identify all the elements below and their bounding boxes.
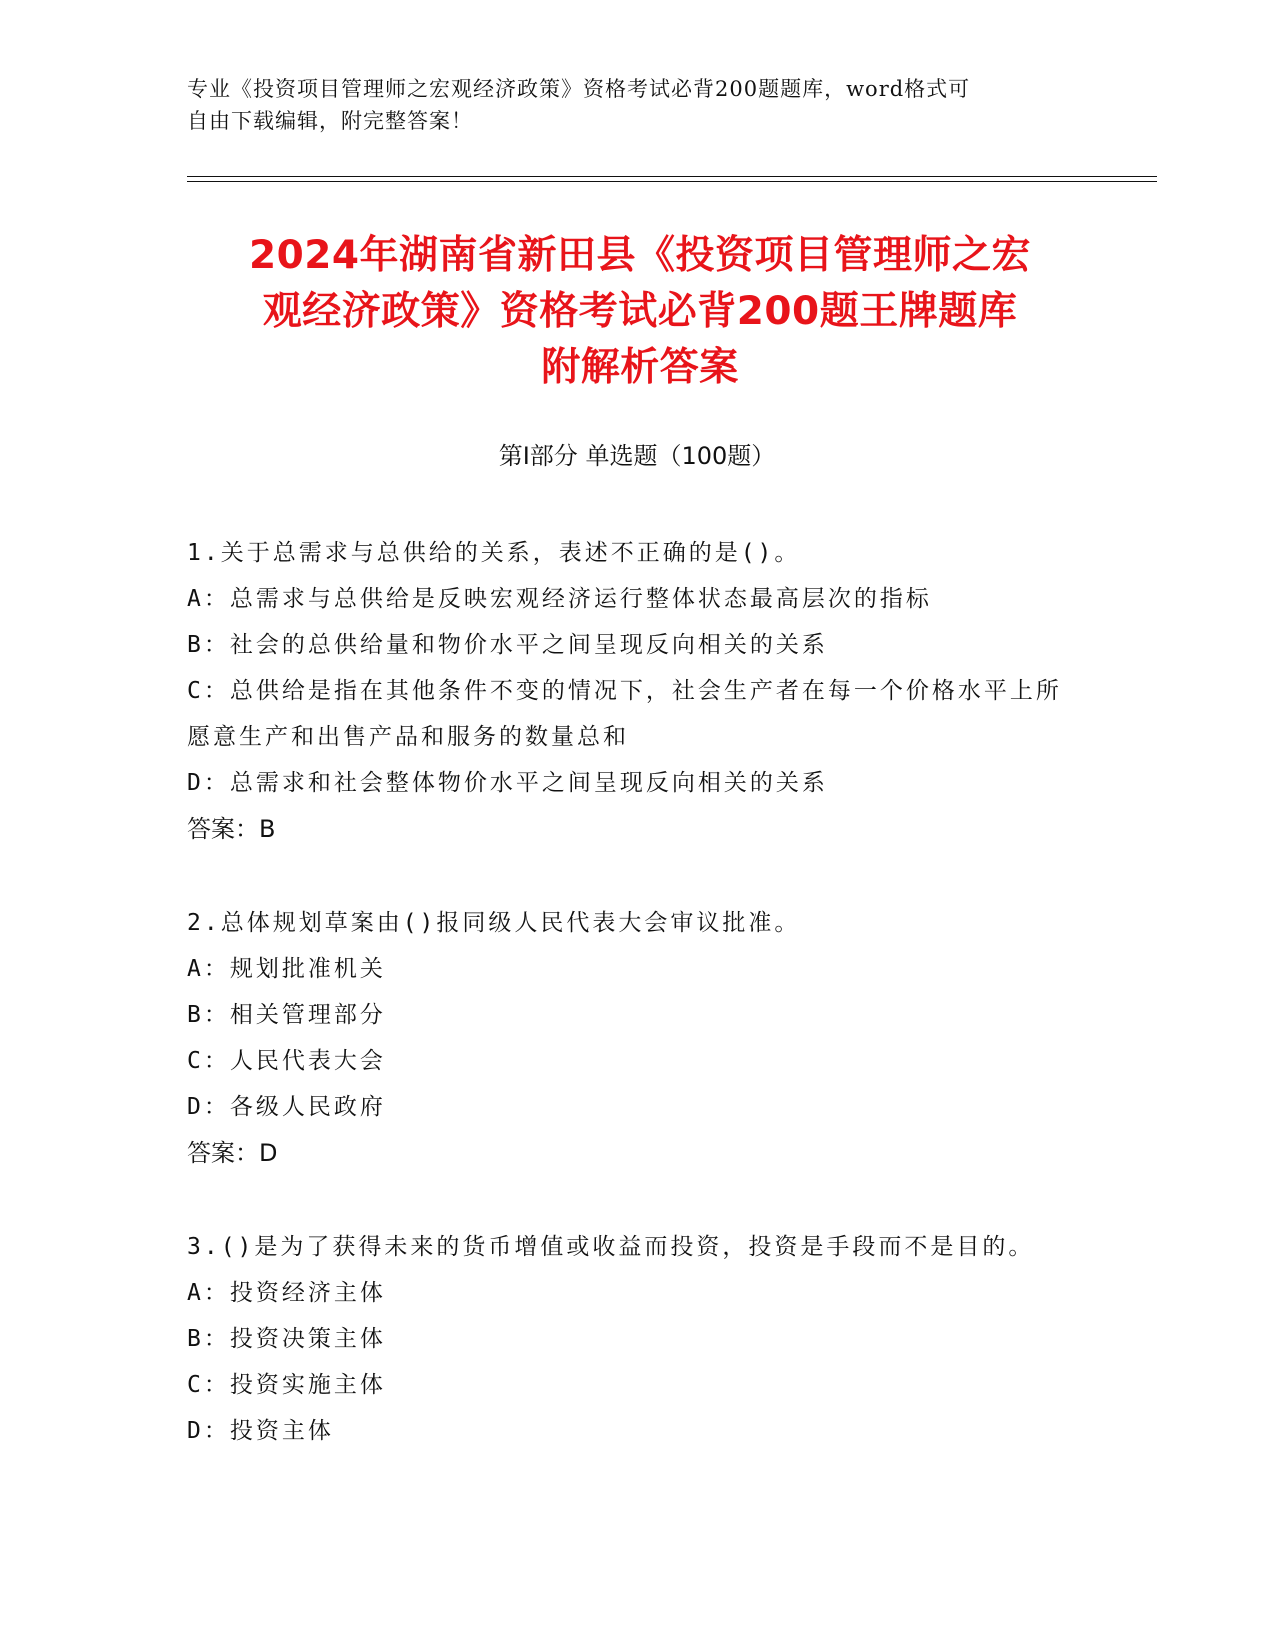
option-a: A：投资经济主体: [187, 1280, 386, 1306]
answer-label: 答案：D: [187, 1139, 278, 1167]
title-line-3: 附解析答案: [541, 345, 739, 390]
option-c: C：投资实施主体: [187, 1372, 386, 1398]
option-c: C：人民代表大会: [187, 1048, 386, 1074]
question-list: [187, 530, 1087, 1502]
question-2: [187, 900, 1087, 1176]
document-title: [175, 228, 1105, 396]
option-d: D：总需求和社会整体物价水平之间呈现反向相关的关系: [187, 770, 828, 796]
header-note-line-2: 自由下载编辑，附完整答案！: [187, 109, 473, 133]
question-3: [187, 1224, 1087, 1454]
option-b: B：相关管理部分: [187, 1002, 386, 1028]
option-c: C：总供给是指在其他条件不变的情况下，社会生产者在每一个价格水平上所愿意生产和出售产品和服务的数量总和: [187, 678, 1062, 750]
option-d: D：投资主体: [187, 1418, 334, 1444]
option-d: D：各级人民政府: [187, 1094, 386, 1120]
header-note-line-1: 专业《投资项目管理师之宏观经济政策》资格考试必背200题题库，word格式可: [187, 77, 971, 101]
option-b: B：投资决策主体: [187, 1326, 386, 1352]
question-stem: 2.总体规划草案由()报同级人民代表大会审议批准。: [187, 910, 801, 936]
question-1: [187, 530, 1087, 852]
header-note: [187, 73, 1067, 137]
header-divider-top: [187, 176, 1157, 177]
title-line-2: 观经济政策》资格考试必背200题王牌题库: [262, 289, 1018, 334]
title-line-1: 2024年湖南省新田县《投资项目管理师之宏: [248, 233, 1032, 278]
answer-label: 答案：B: [187, 815, 276, 843]
header-divider-bottom: [187, 181, 1157, 182]
question-stem: 3.()是为了获得未来的货币增值或收益而投资，投资是手段而不是目的。: [187, 1234, 1035, 1260]
option-b: B：社会的总供给量和物价水平之间呈现反向相关的关系: [187, 632, 828, 658]
option-a: A：规划批准机关: [187, 956, 386, 982]
section-heading: 第Ⅰ部分 单选题（100题）: [498, 442, 776, 470]
option-a: A：总需求与总供给是反映宏观经济运行整体状态最高层次的指标: [187, 586, 932, 612]
question-stem: 1.关于总需求与总供给的关系，表述不正确的是()。: [187, 540, 801, 566]
